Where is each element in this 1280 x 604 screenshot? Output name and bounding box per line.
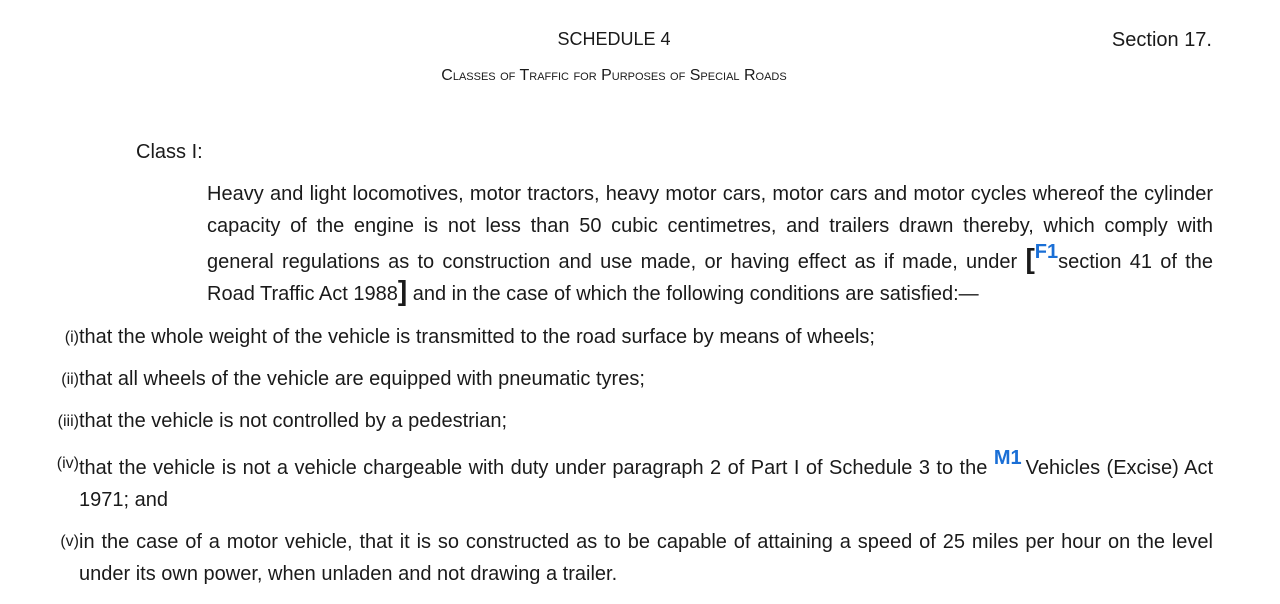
condition-number: (v) bbox=[60, 533, 79, 550]
intro-text-part2: and in the case of which the following conditions are satisfied:— bbox=[407, 283, 979, 305]
class-heading: Class I: bbox=[136, 141, 203, 163]
intro-text-part1: Heavy and light locomotives, motor tractors, heavy motor cars, motor cars and motor cycles whereof the cylinder capacity of the engine is not less than 50 cubic centimetres, and trailers drawn thereby, which comply with general regulations as to construction and use made, or having effect as if made, under bbox=[207, 183, 1213, 273]
condition-text: that the vehicle is not controlled by a pedestrian; bbox=[79, 410, 508, 432]
amended-text: section 41 of the Road Traffic Act 1988 bbox=[207, 251, 1213, 305]
schedule-subtitle: Classes of Traffic for Purposes of Special Roads bbox=[441, 67, 787, 84]
condition-number: (iii) bbox=[57, 413, 79, 430]
condition-item bbox=[0, 406, 1213, 436]
amendment-link-f1[interactable]: F1 bbox=[1034, 241, 1059, 263]
condition-text: that the whole weight of the vehicle is transmitted to the road surface by means of wheels; bbox=[79, 326, 875, 348]
condition-text: in the case of a motor vehicle, that it is so constructed as to be capable of attaining a speed of 25 miles per hour on the level under its own power, when unladen and not drawing a trailer. bbox=[79, 531, 1213, 585]
class-intro-paragraph bbox=[207, 178, 1213, 310]
marginal-note-link-m1[interactable]: M1 bbox=[993, 447, 1022, 469]
condition-text-part2: Vehicles (Excise) Act 1971; and bbox=[79, 457, 1214, 511]
amendment-close-bracket: ] bbox=[397, 275, 408, 306]
condition-item bbox=[0, 364, 1213, 394]
condition-text-part1: that the vehicle is not a vehicle chargeable with duty under paragraph 2 of Part I of Schedule 3 to the bbox=[79, 457, 994, 479]
schedule-title: SCHEDULE 4 bbox=[557, 29, 671, 49]
condition-item bbox=[0, 448, 1213, 516]
section-reference: Section 17. bbox=[1111, 29, 1212, 51]
condition-text: that all wheels of the vehicle are equipped with pneumatic tyres; bbox=[79, 368, 645, 390]
condition-number: (iv) bbox=[56, 455, 79, 472]
condition-item bbox=[0, 322, 1213, 352]
condition-number: (ii) bbox=[61, 371, 79, 388]
conditions-list bbox=[0, 322, 1280, 590]
condition-number: (i) bbox=[64, 329, 79, 346]
amendment-open-bracket: [ bbox=[1025, 243, 1035, 274]
condition-item bbox=[0, 526, 1213, 590]
